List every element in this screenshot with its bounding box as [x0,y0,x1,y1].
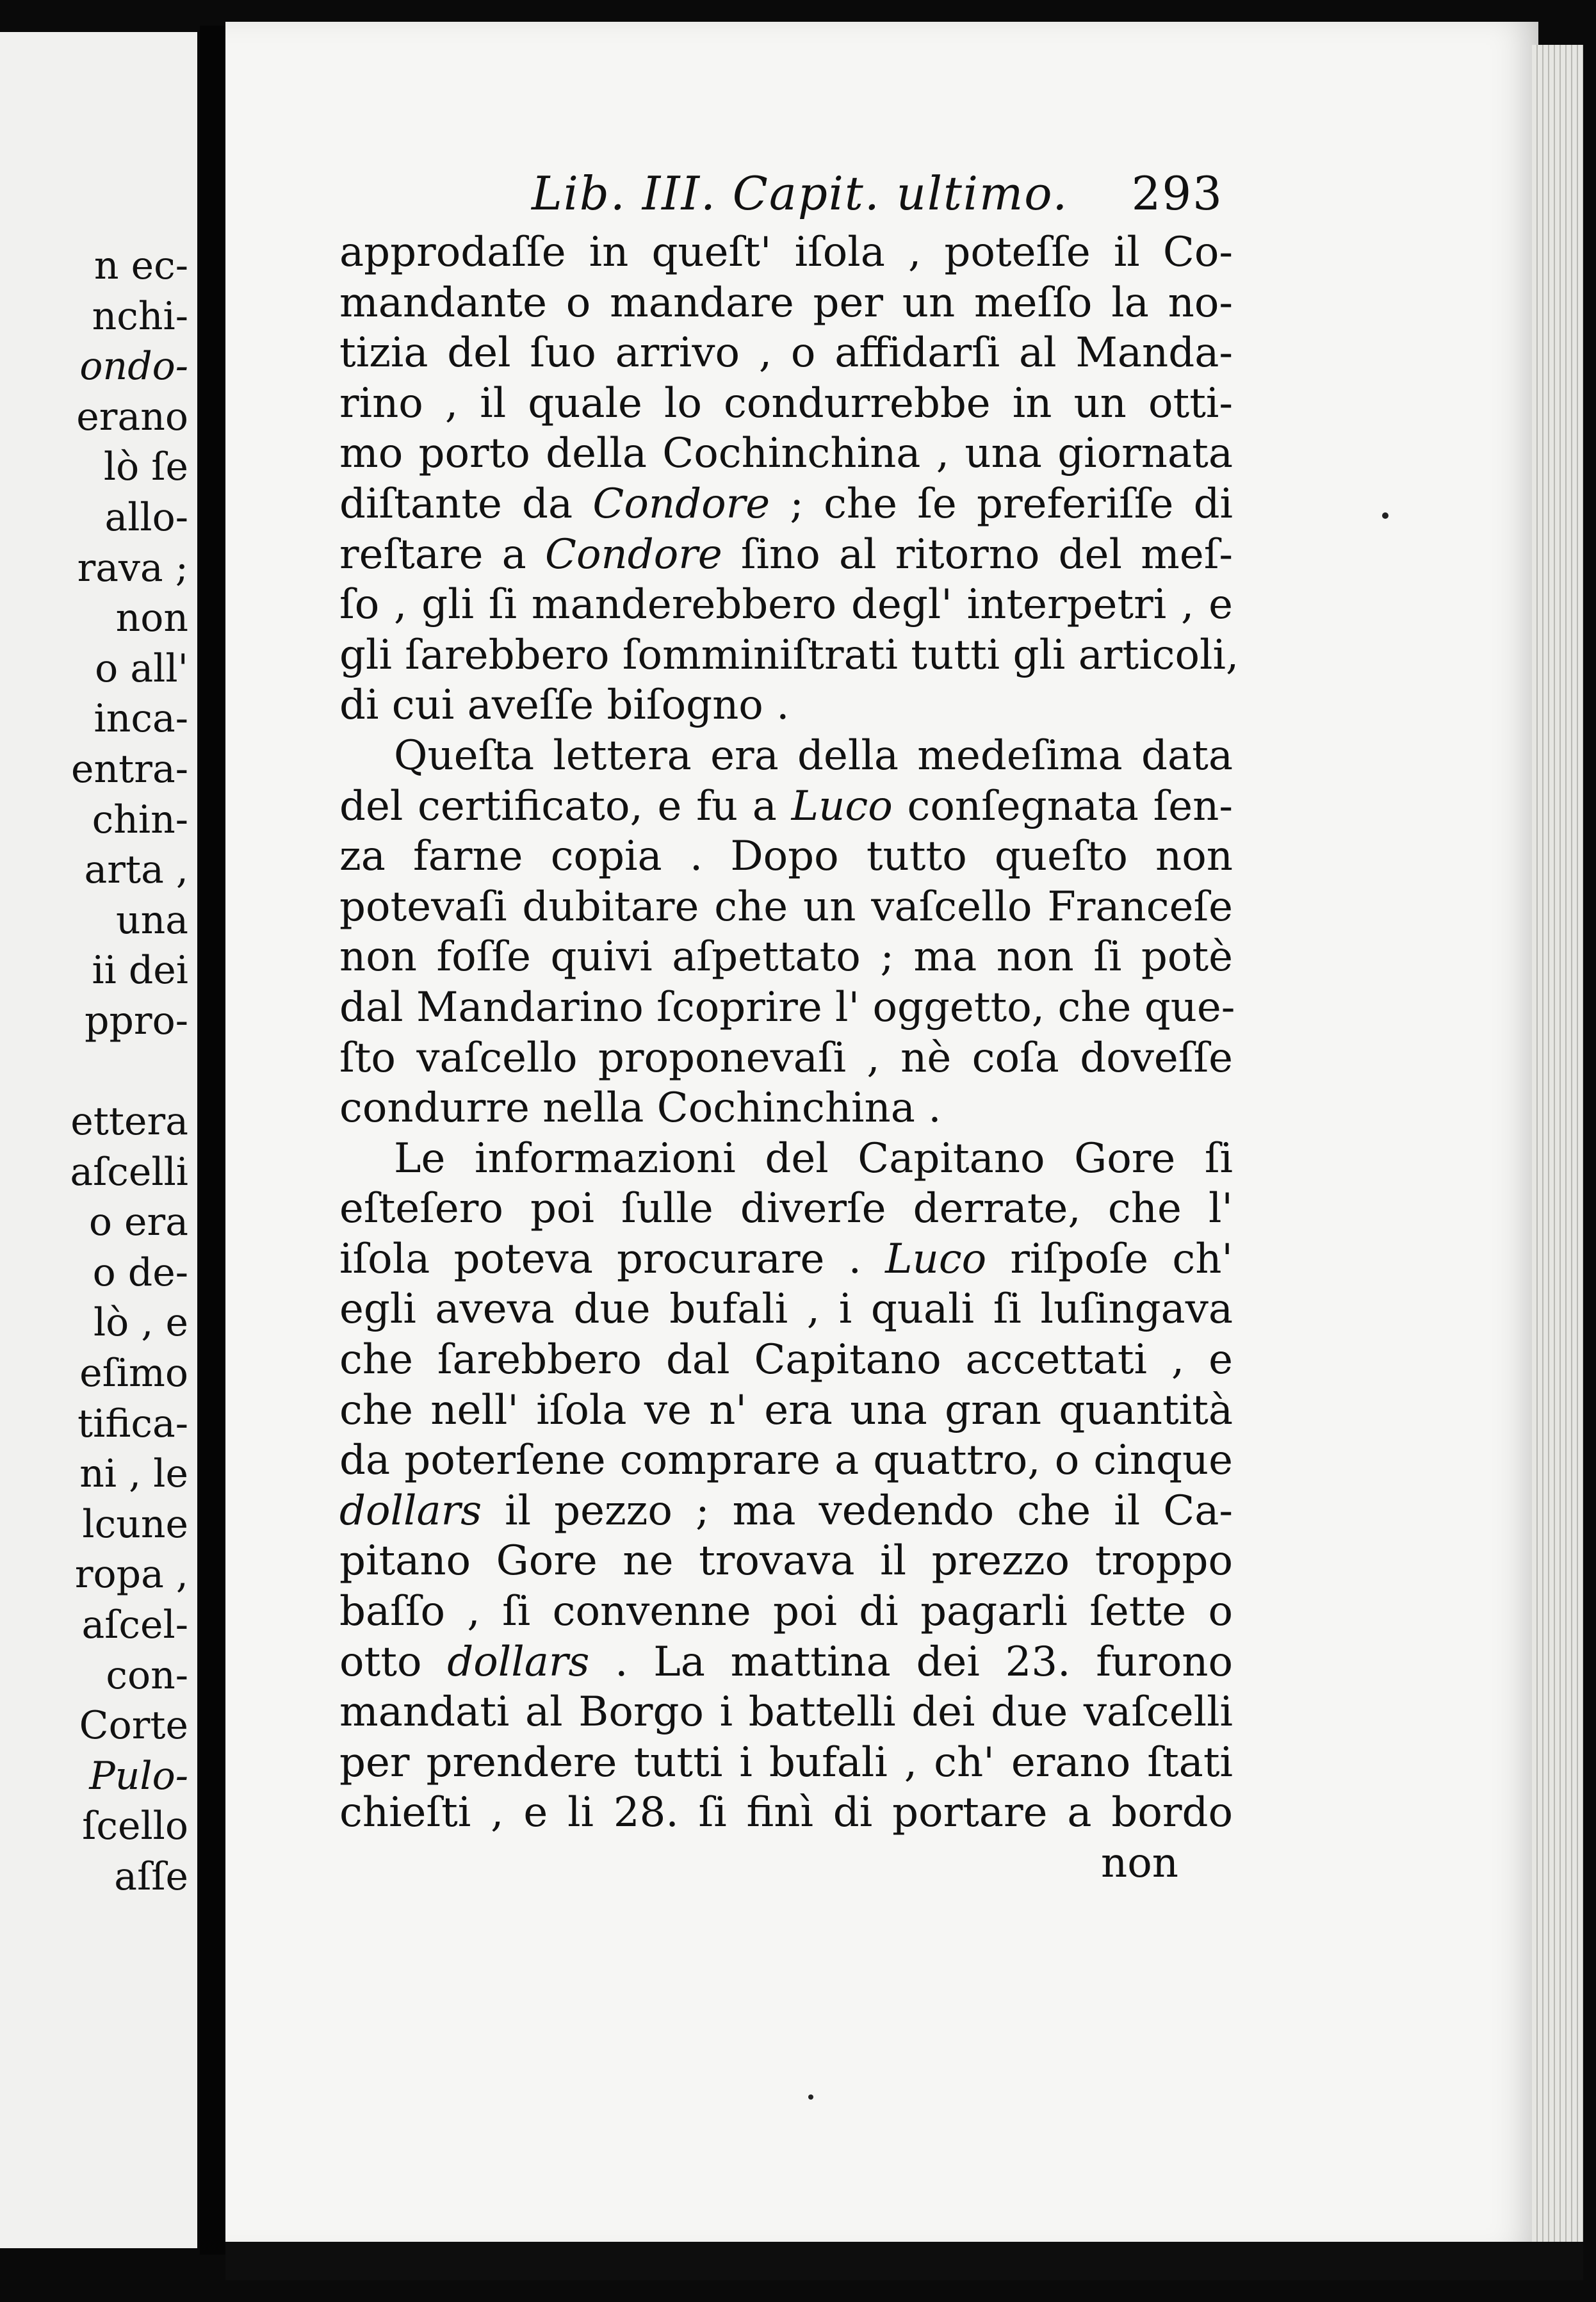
text-run: chieſti , e li 28. ſi finì di portare a bordo [339,1789,1233,1837]
previous-page-line: una [115,897,188,943]
text-run: mandante o mandare per un meſſo la no- [339,279,1233,327]
text-run: baſſo , ſi convenne poi di pagarli ſette o [339,1588,1233,1636]
text-line [339,1536,1233,1587]
previous-page-line: arta , [84,847,188,893]
text-line [339,1033,1233,1084]
text-line [339,328,1233,379]
text-line [339,1184,1233,1234]
text-line [339,479,1233,530]
text-run: gli ſarebbero ſomminiſtrati tutti gli articoli, [339,631,1239,679]
text-line [339,429,1233,479]
italic-text: Condore [592,480,770,528]
text-run: ſo , gli ſi manderebbero degl' interpetri , e [339,581,1233,629]
previous-page-line: o era [88,1200,188,1245]
text-run: iſola poteva procurare . [339,1235,886,1283]
previous-page-line: ropa , [74,1552,188,1597]
text-run: za farne copia . Dopo tutto queſto non [339,833,1233,881]
text-line [339,680,1233,731]
text-run: eſteſero poi ſulle diverſe derrate, che l' [339,1185,1233,1233]
text-line [339,1587,1233,1637]
text-line [339,1486,1233,1537]
text-line [339,1284,1233,1335]
text-run: pitano Gore ne trovava il prezzo troppo [339,1537,1233,1585]
text-run: conſegnata ſen- [892,782,1234,830]
text-run: non [1101,1840,1178,1887]
text-run: condurre nella Cochinchina . [339,1084,941,1132]
running-head-title: Lib. III. Capit. ultimo. [532,167,1069,220]
previous-page-line: ſcello [82,1804,188,1849]
text-line [339,731,1233,781]
text-run: approdaſſe in queſt' iſola , poteſſe il Co- [339,229,1233,276]
text-run: mandati al Borgo i battelli dei due vaſcelli [339,1688,1233,1736]
previous-page-line: allo- [104,494,188,540]
previous-page-line: n ec- [94,243,188,288]
text-line [339,1234,1233,1285]
text-line [339,932,1233,983]
previous-page-line: con- [106,1653,188,1698]
previous-page-line: aſſe [114,1854,188,1899]
book-gutter [200,26,225,2255]
previous-page-line: ppro- [85,998,188,1043]
italic-text: dollars [447,1638,590,1686]
text-run: ſino al ritorno del meſ- [722,530,1234,578]
text-run: . La mattina dei 23. furono [589,1638,1233,1686]
text-run: non foſſe quivi aſpettato ; ma non ſi potè [339,933,1233,981]
text-line [339,227,1233,278]
text-line [339,831,1233,882]
previous-page-line: erano [76,394,188,439]
text-run: reſtare a [339,530,546,578]
text-line [339,1637,1233,1688]
previous-page-line: rava ; [77,545,188,591]
text-line [339,530,1233,580]
text-run: diſtante da [339,480,593,528]
text-run: rino , il quale lo condurrebbe in un otti- [339,379,1233,427]
text-run: il pezzo ; ma vedendo che il Ca- [482,1487,1233,1535]
text-line [339,1687,1233,1738]
previous-page-line: lò , e [93,1300,188,1346]
previous-page-text [0,241,197,1902]
text-run: da poterſene comprare a quattro, o cinque [339,1437,1233,1485]
previous-page-line: ondo- [79,344,188,389]
text-run: otto [339,1638,448,1686]
previous-page-line: nchi- [92,293,188,339]
text-line [339,1083,1233,1134]
previous-page-line: inca- [94,696,188,742]
italic-text: Condore [545,530,722,578]
page-number: 293 [1131,167,1223,220]
text-run: dal Mandarino ſcoprire l' oggetto, che que- [339,983,1235,1031]
text-line [339,379,1233,429]
previous-page-line: ii dei [92,948,188,993]
text-line [339,1788,1233,1838]
italic-text: Luco [791,782,893,830]
text-run: ſto vaſcello proponevaſi , nè coſa doveſſe [339,1034,1233,1082]
italic-text: Luco [885,1235,987,1283]
previous-page-line: Corte [79,1703,188,1749]
text-line [339,1838,1233,1889]
previous-page-line [0,1047,197,1097]
text-run: mo porto della Cochinchina , una giornata [339,430,1233,478]
text-line [339,1385,1233,1436]
ink-speck [808,2094,813,2100]
bottom-shadow [225,2242,1583,2280]
previous-page-line: o all' [95,646,188,691]
text-line [339,630,1239,681]
previous-page-line: aſcelli [70,1149,188,1195]
previous-page-line: Pulo- [89,1753,188,1799]
text-line [339,882,1233,933]
previous-page-line: entra- [71,746,188,792]
previous-page-line: aſcel- [81,1603,188,1648]
text-line [339,1738,1233,1788]
running-head [532,167,1223,220]
text-run: egli aveva due bufali , i quali ſi luſingava [339,1286,1233,1334]
text-run: del certificato, e fu a [339,782,792,830]
text-run: per prendere tutti i bufali , ch' erano ſtati [339,1738,1233,1786]
text-line [339,1335,1233,1385]
previous-page-line: lò ſe [103,445,188,490]
ink-speck [1382,512,1388,519]
previous-page-line: eſimo [79,1351,188,1396]
text-run: di cui aveſſe biſogno . [339,682,790,730]
text-run: che ſarebbero dal Capitano accettati , e [339,1336,1233,1384]
text-line [339,580,1233,630]
text-run: Queſta lettera era della medeſima data [394,731,1233,780]
text-line [339,781,1233,832]
text-line [339,278,1233,329]
text-run: che nell' iſola ve n' era una gran quantità [339,1386,1233,1434]
previous-page-line: ni , le [79,1451,188,1497]
text-run: tizia del ſuo arrivo , o affidarſi al Manda- [339,329,1233,377]
text-run: ; che ſe preferiſſe di [770,480,1234,528]
italic-text: dollars [339,1487,482,1535]
previous-page [0,32,197,2248]
text-run: riſpoſe ch' [986,1235,1234,1283]
previous-page-line: non [115,596,188,641]
previous-page-line: lcune [82,1501,188,1547]
previous-page-line: chin- [92,797,188,842]
page-edges [1532,45,1583,2248]
text-run: Le informazioni del Capitano Gore ſi [394,1134,1233,1182]
text-run: potevaſi dubitare che un vaſcello Franceſe [339,883,1233,931]
previous-page-line: o de- [92,1250,188,1295]
body-text [339,227,1239,1889]
previous-page-line: tifica- [77,1401,188,1446]
text-line [339,1134,1233,1184]
text-line [339,1435,1233,1486]
text-line [339,983,1233,1033]
previous-page-line: ettera [70,1099,188,1145]
